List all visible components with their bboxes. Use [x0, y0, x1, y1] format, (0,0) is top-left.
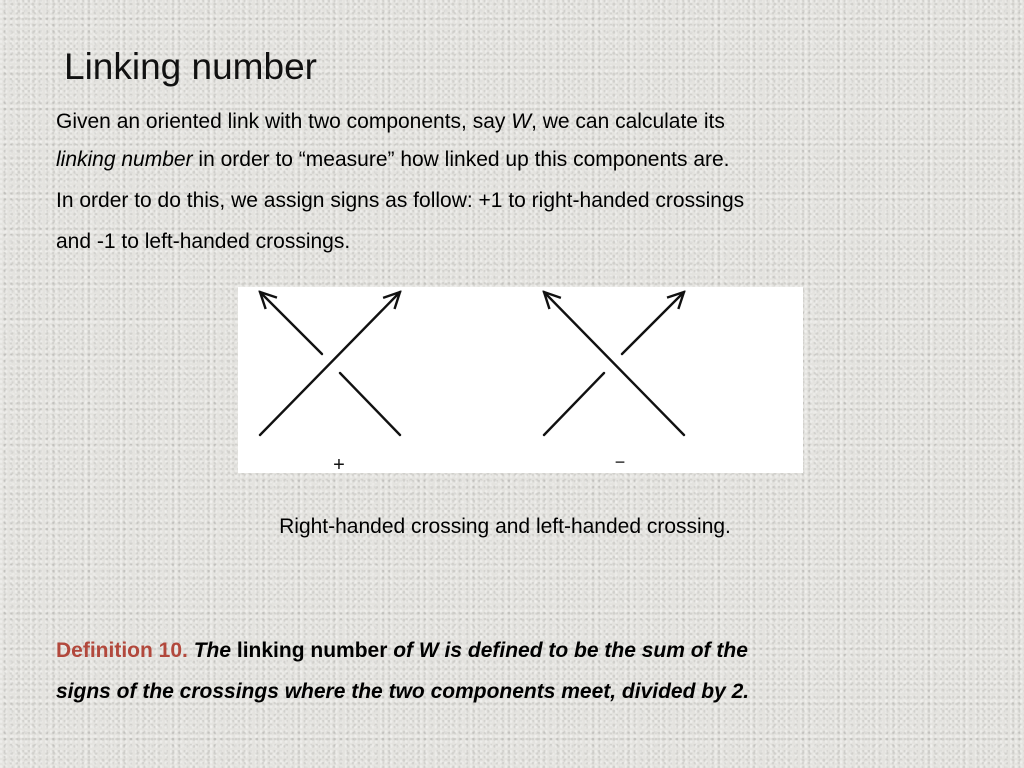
under-strand-lower-right [544, 373, 604, 435]
intro-line-1 [56, 106, 956, 138]
intro-line-4: and -1 to left-handed crossings. [56, 230, 351, 253]
intro-text-a: Given an oriented link with two components, say [56, 110, 512, 133]
definition-line-2: signs of the crossings where the two components meet, divided by 2. [56, 680, 750, 703]
crossings-diagram [238, 287, 803, 473]
figure-caption: Right-handed crossing and left-handed crossing. [279, 515, 731, 538]
definition-label: Definition 10. [56, 639, 188, 662]
intro-paragraph [56, 106, 956, 262]
link-variable-w: W [511, 110, 532, 133]
plus-sign-label: + [333, 454, 345, 473]
minus-sign-label: − [614, 452, 626, 472]
right-handed-crossing [260, 292, 400, 435]
definition-line-1 [56, 630, 956, 671]
linking-number-term: linking number [56, 148, 193, 171]
under-strand-upper-left [260, 292, 322, 354]
intro-text-c: in order to “measure” how linked up this components are. [192, 148, 730, 171]
intro-line-3: In order to do this, we assign signs as follow: +1 to right-handed crossings [56, 189, 745, 212]
under-strand-lower-left [340, 373, 400, 435]
under-strand-upper-right [622, 292, 684, 354]
intro-line-2 [56, 139, 956, 180]
crossings-figure [238, 287, 803, 473]
intro-text-b: , we can calculate its [531, 110, 725, 133]
definition-10 [56, 630, 956, 712]
slide-title: Linking number [64, 46, 317, 87]
definition-text-a: The [187, 639, 232, 662]
left-handed-crossing [544, 292, 684, 435]
definition-term: linking number [231, 639, 388, 662]
definition-text-b: of W is defined to be the sum of the [387, 639, 748, 662]
